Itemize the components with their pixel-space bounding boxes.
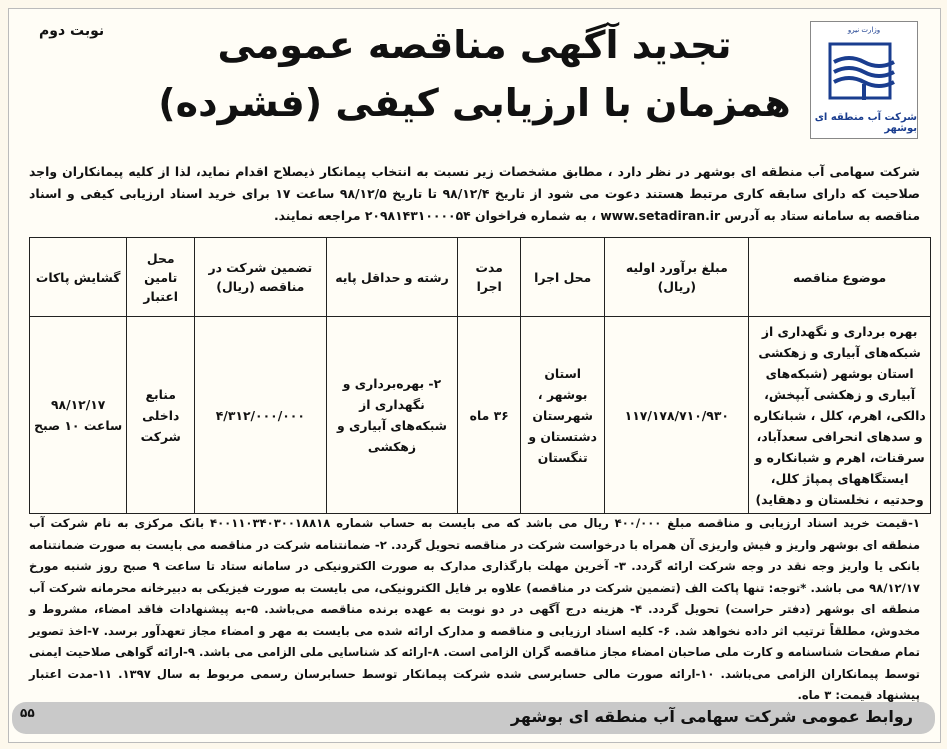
- col-header-estimate: مبلغ برآورد اولیه (ریال): [605, 238, 749, 317]
- footer-bar: [12, 702, 935, 734]
- col-header-duration: مدت اجرا: [458, 238, 521, 317]
- footer-text: روابط عمومی شرکت سهامی آب منطقه ای بوشهر: [510, 707, 913, 726]
- cell-duration: ۳۶ ماه: [458, 317, 521, 514]
- logo-subtext: وزارت نیرو: [847, 26, 881, 34]
- table-row: [30, 317, 931, 514]
- header: [9, 9, 940, 159]
- cell-funding: منابع داخلی شرکت: [127, 317, 195, 514]
- page-frame: [8, 8, 941, 743]
- company-logo: [810, 21, 918, 139]
- cell-estimate: ۱۱۷/۱۷۸/۷۱۰/۹۳۰: [605, 317, 749, 514]
- cell-location: استان بوشهر ، شهرستان دشتستان و تنگستان: [520, 317, 604, 514]
- page-subtitle: همزمان با ارزیابی کیفی (فشرده): [158, 81, 791, 125]
- tender-table: [29, 237, 931, 514]
- col-header-subject: موضوع مناقصه: [749, 238, 931, 317]
- edition-badge: نوبت دوم: [39, 23, 105, 39]
- col-header-field: رشته و حداقل پایه: [326, 238, 458, 317]
- col-header-guarantee: تضمین شرکت در مناقصه (ریال): [195, 238, 326, 317]
- conditions-notes: ۱-قیمت خرید اسناد ارزیابی و مناقصه مبلغ ۴۰۰/۰۰۰ ریال می باشد که می بایست به حساب شماره ۴۰۰۱۱۰۳۴۰۳۰۰۱۸۸۱۸ بانک مرکزی به نام شرکت آب منطقه ای بوشهر واریز و فیش واریزی آن همراه با درخواست شرکت در مناقصه تحویل گردد. ۲- ضمانتنامه شرکت در مناقصه می بایست به صورت ضمانتنامه بانکی یا واریز وجه نقد در وجه شرکت ارائه گردد. ۳- آخرین مهلت بارگذاری مدارک به صورت الکترونیکی در سامانه ستاد تا ساعت ۹ صبح روز شنبه مورخ ۹۸/۱۲/۱۷ می باشد. *توجه: تنها پاکت الف (تضمین شرکت در مناقصه) علاوه بر فایل الکترونیکی، می بایست به صورت فیزیکی به دبیرخانه محرمانه شرکت آب منطقه ای بوشهر (دفتر حراست) تحویل گردد. ۴- هزینه درج آگهی در دو نوبت به عهده برنده مناقصه می‌باشد. ۵-به پیشنهادات فاقد امضاء، مشروط و مخدوش، مطلقاً ترتیب اثر داده نخواهد شد. ۶- کلیه اسناد ارزیابی و مناقصه و مدارک ارائه شده می بایست به مهر و امضاء مجاز تعهدآور برسد. ۷-اخذ تصویر تمام صفحات شناسنامه و کارت ملی صاحبان امضاء مجاز مناقصه گران الزامی است. ۸-ارائه کد شناسایی ملی الزامی می باشد. ۹-ارائه گواهی صلاحیت ایمنی توسط پیمانکاران الزامی می‌باشد. ۱۰-ارائه صورت مالی حسابرسی شده شرکت پیمانکار توسط حسابرسان رسمی مربوط به سال ۱۳۹۷. ۱۱-مدت اعتبار پیشنهاد قیمت: ۳ ماه.: [29, 516, 920, 702]
- intro-paragraph: شرکت سهامی آب منطقه ای بوشهر در نظر دارد ، مطابق مشخصات زیر نسبت به انتخاب پیمانکار ذیصلاح اقدام نماید، لذا از کلیه پیمانکاران واجد صلاحیت که دارای سابقه کاری مرتبط هستند دعوت می شود از تاریخ ۹۸/۱۲/۴ تا تاریخ ۹۸/۱۲/۵ ساعت ۱۷ برای خرید اسناد ارزیابی کیفی و اسناد مناقصه به سامانه ستاد به آدرس www.setadiran.ir ، به شماره فراخوان ۲۰۹۸۱۴۳۱۰۰۰۰۵۴ مراجعه نمایند.: [29, 164, 920, 223]
- water-logo-icon: [824, 38, 904, 108]
- cell-opening: ۹۸/۱۲/۱۷ ساعت ۱۰ صبح: [30, 317, 127, 514]
- col-header-location: محل اجرا: [520, 238, 604, 317]
- col-header-opening: گشایش پاکات: [30, 238, 127, 317]
- col-header-funding: محل تامین اعتبار: [127, 238, 195, 317]
- logo-text: شرکت آب منطقه ای بوشهر: [814, 112, 917, 134]
- cell-guarantee: ۴/۳۱۲/۰۰۰/۰۰۰: [195, 317, 326, 514]
- page-title: تجدید آگهی مناقصه عمومی: [217, 23, 732, 67]
- page-number: ۵۵: [20, 706, 35, 720]
- cell-field: ۲- بهره‌برداری و نگهداری از شبکه‌های آبیاری و زهکشی: [326, 317, 458, 514]
- table-header-row: [30, 238, 931, 317]
- cell-subject: بهره برداری و نگهداری از شبکه‌های آبیاری و زهکشی استان بوشهر (شبکه‌های آبیاری و زهکشی آبپخش، دالکی، اهرم، کلل ، شبانکاره و سدهای انحرافی سعدآباد، سرقنات، اهرم و شبانکاره و ایستگاههای پمپاژ کلل، وحدتیه ، نخلستان و دهقاید): [749, 317, 931, 514]
